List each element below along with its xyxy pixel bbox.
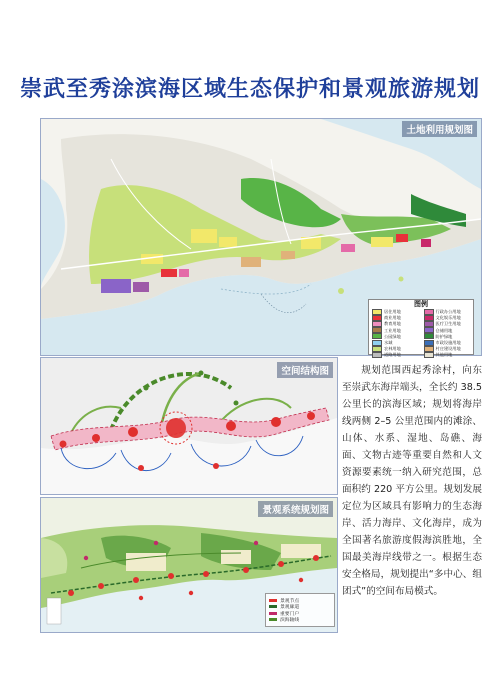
legend-swatch [372, 340, 382, 346]
page-title: 崇武至秀涂滨海区域生态保护和景观旅游规划 [19, 77, 480, 102]
legend-item [424, 315, 473, 320]
legend-text: 农林用地 [384, 346, 401, 352]
landscape-legend-text: 景观廊道 [280, 605, 300, 611]
landscape-legend-swatch [269, 605, 277, 608]
legend-text: 市政设施用地 [435, 340, 461, 346]
landscape-system-label: 景观系统规划图 [258, 501, 333, 517]
legend-item [372, 346, 421, 351]
landscape-legend-text: 滨海轴线 [280, 618, 300, 624]
legend-text: 工业用地 [384, 327, 401, 333]
legend-swatch [424, 352, 434, 358]
legend-text: 文化娱乐用地 [435, 315, 461, 321]
spatial-structure-label: 空间结构图 [277, 362, 333, 378]
legend-swatch [372, 327, 382, 333]
legend-item [424, 321, 473, 326]
legend-item [372, 328, 421, 333]
legend-swatch [424, 346, 434, 352]
legend-grid [372, 309, 472, 358]
legend-text: 其他用地 [435, 352, 453, 358]
legend-swatch [424, 333, 434, 339]
legend-swatch [372, 309, 382, 315]
legend-swatch [372, 333, 382, 339]
legend-item [424, 328, 473, 333]
legend-text: 防护绿地 [435, 333, 453, 339]
legend-swatch [424, 327, 434, 333]
legend-item [372, 334, 421, 339]
legend-swatch [372, 346, 382, 352]
legend-item [424, 352, 473, 357]
landscape-legend-text: 景观节点 [280, 598, 300, 604]
legend-item [424, 309, 473, 314]
legend-text: 居住用地 [384, 309, 401, 315]
legend-item [424, 334, 473, 339]
legend-text: 医疗卫生用地 [435, 321, 461, 327]
description-text: 规划范围西起秀涂村，向东至崇武东海岸端头，全长约 38.5 公里长的滨海区域；规划将海岸线两侧 2–5 公里范围内的滩涂、山体、水系、湿地、岛礁、海面、文物古迹等重要自然和人文资源要素统一纳入研究范围，总面积约 220 平方公里。规划发展定位为区域具有影响力的生态海岸、活力海岸、文化海岸，成为全国著名旅游度假海滨胜地，全国最美海岸线带之一。根据生态安全格局，规划提出“多中心、组团式”的空间布局模式。 [342, 365, 482, 597]
legend-item [372, 315, 421, 320]
landscape-legend-swatch [269, 618, 277, 621]
legend-swatch [372, 321, 382, 327]
landscape-legend-swatch [269, 599, 277, 602]
legend-item [372, 309, 421, 314]
legend-text: 村庄建设用地 [435, 346, 461, 352]
land-use-map-label: 土地利用规划图 [402, 121, 477, 137]
legend-text: 教育用地 [384, 321, 401, 327]
legend-text: 公园绿地 [384, 333, 401, 339]
landscape-legend-item [269, 617, 299, 624]
legend-item [372, 340, 421, 345]
legend-item [424, 346, 473, 351]
legend-swatch [424, 321, 434, 327]
legend-text: 行政办公用地 [435, 309, 461, 315]
landscape-legend [265, 593, 335, 627]
legend-item [372, 352, 421, 357]
landscape-legend-swatch [269, 612, 277, 615]
legend-item [424, 340, 473, 345]
spatial-structure-map [41, 358, 337, 494]
legend-text: 道路用地 [384, 352, 401, 358]
legend-swatch [372, 315, 382, 321]
legend-swatch [372, 352, 382, 358]
landscape-legend-text: 重要门户 [280, 611, 300, 617]
legend-title: 图例 [414, 300, 428, 308]
legend-item [372, 321, 421, 326]
legend-swatch [424, 340, 434, 346]
legend-text: 水域 [384, 340, 393, 346]
spatial-structure-panel [40, 357, 338, 495]
landscape-legend-list [269, 597, 299, 623]
legend-swatch [424, 309, 434, 315]
legend-swatch [424, 315, 434, 321]
land-use-legend [368, 299, 474, 358]
legend-text: 商业用地 [384, 315, 401, 321]
legend-text: 仓储用地 [435, 327, 453, 333]
